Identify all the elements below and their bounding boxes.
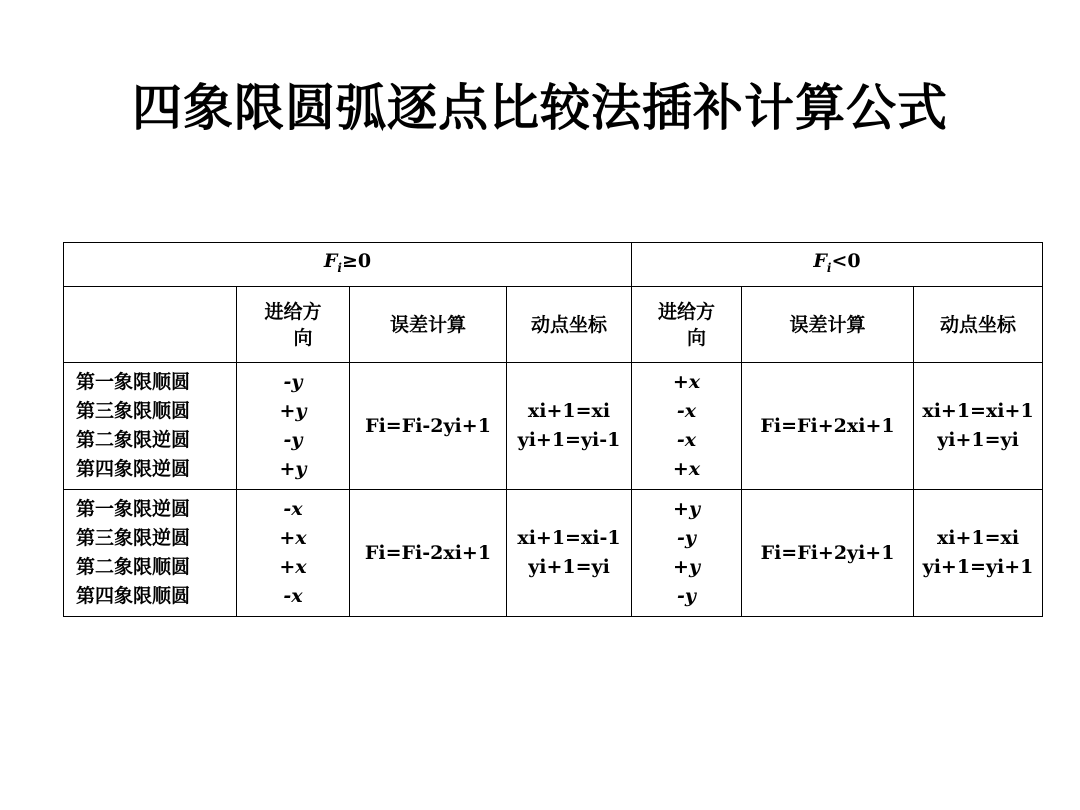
error-formula: Fi=Fi-2xi+1 [350,490,507,617]
coord-formula: xi+1=xi yi+1=yi+1 [914,490,1043,617]
header-error-calc: 误差计算 [742,287,914,363]
coord-formula: xi+1=xi yi+1=yi-1 [507,363,632,490]
error-formula: Fi=Fi+2xi+1 [742,363,914,490]
error-formula: Fi=Fi+2yi+1 [742,490,914,617]
quadrant-list: 第一象限顺圆 第三象限顺圆 第二象限逆圆 第四象限逆圆 [64,363,237,490]
header-feed-direction: 进给方 向 [237,287,350,363]
header-moving-coord: 动点坐标 [507,287,632,363]
page-title: 四象限圆弧逐点比较法插补计算公式 [132,79,948,137]
error-formula: Fi=Fi-2yi+1 [350,363,507,490]
header-f-nonnegative: $F_i\ge 0$ [64,243,632,287]
coord-formula: xi+1=xi+1 yi+1=yi [914,363,1043,490]
quadrant-list: 第一象限逆圆 第三象限逆圆 第二象限顺圆 第四象限顺圆 [64,490,237,617]
feed-direction-list: +y -y +y -y [632,490,742,617]
header-feed-direction: 进给方 向 [632,287,742,363]
feed-direction-list: -y +y -y +y [237,363,350,490]
table-row [64,363,1043,490]
header-error-calc: 误差计算 [350,287,507,363]
header-blank [64,287,237,363]
feed-direction-list: +x -x -x +x [632,363,742,490]
interpolation-formula-table [63,242,1043,617]
header-f-negative: $F_i<0$ [632,243,1043,287]
coord-formula: xi+1=xi-1 yi+1=yi [507,490,632,617]
feed-direction-list: -x +x +x -x [237,490,350,617]
header-moving-coord: 动点坐标 [914,287,1043,363]
table-row [64,490,1043,617]
